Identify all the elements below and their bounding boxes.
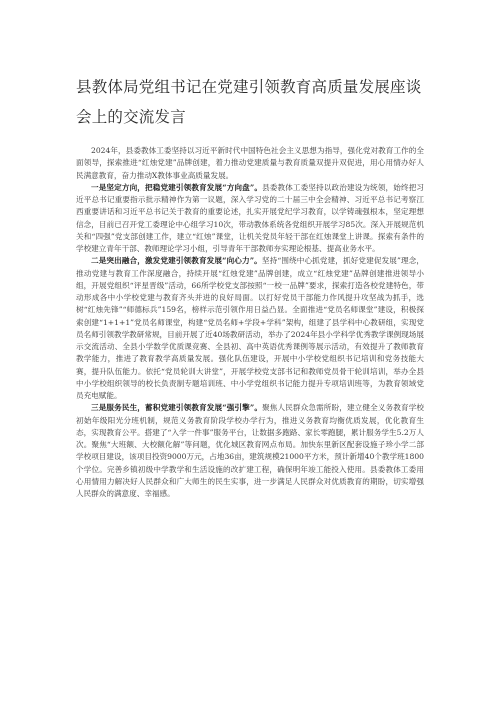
title-line-2: 会上的交流发言 bbox=[76, 108, 186, 126]
paragraph-text: 县委教体工委坚持以政治建设为统领，始终把习近平总书记重要指示批示精神作为第一议题，深入学习党的二十届三中全会精神、习近平总书记考察江西重要讲话和习近平总书记关于教育的重要论述，扎实开展党纪学习教育，以学铸魂强根本，坚定理想信念，目前已召开党工委理论中心组学习10次，带动教体系统各党组织开展学习85次。深入开展规范机关和“四强”党支部创建工作，建立“红烛”课堂，让机关党员年轻干部在红烛课堂上讲课。探索有条件的学校建立青年干部、教师理论学习小组，引导青年干部教师夯实理论根基、提高业务水平。 bbox=[76, 182, 425, 253]
paragraph-livelihood bbox=[76, 402, 424, 500]
paragraph-text: 2024年，县委教体工委坚持以习近平新时代中国特色社会主义思想为指导，强化党对教育工作的全面领导，探索推进“红烛党建”品牌创建，着力推动党建质量与教育质量双提升双促进，用心用情办好人民满意教育，奋力推动X教体事业高质量发展。 bbox=[76, 146, 424, 180]
paragraph-direction bbox=[76, 182, 424, 256]
document-title bbox=[76, 75, 424, 129]
paragraph-lead: 三是服务民生，蓄积党建引领教育发展“强引擎”。 bbox=[91, 403, 263, 413]
paragraph-intro bbox=[76, 145, 424, 182]
paragraph-lead: 二是突出融合，激发党建引领教育发展“向心力”。 bbox=[91, 256, 262, 266]
paragraph-text: 坚持“围绕中心抓党建，抓好党建促发展”理念，推动党建与教育工作深度融合，持续开展“红烛党建”品牌创建，成立“红烛党建”品牌创建推进领导小组，开展党组织“评星晋级”活动，66所学校党支部按照“一校一品牌”要求，探索打造各校党建特色，带动形成各中小学校党建与教育齐头并进的良好局面。以打好党员干部能力作风提升攻坚战为抓手，选树“红烛先锋”“师德标兵”159名，榜样示范引领作用日益凸显。全面推进“党员名师课堂”建设，积极探索创建“1+1+1”党员名师课堂，构建“党员名师+学段+学科”架构，组建了县学科中心教研组，实现党员名师引领教学教研常规，目前开展了近40场教研活动，举办了2024年县小学科学优秀教学课例现场展示交流活动、全县小学数学优质课竞赛、全县初、高中英语优秀课例等展示活动，有效提升了教师教育教学能力，推进了教育教学高质量发展。强化队伍建设，开展中小学校党组织书记培训和党务技能大赛，提升队伍能力。依托“党员轮训大讲堂”，开展学校党支部书记和教师党员骨干轮训培训，举办全县中小学校组织领导的校长负责制专题培训班、中小学党组织书记能力提升专项培训班等，为教育领域党员充电赋能。 bbox=[76, 256, 425, 400]
paragraph-integration bbox=[76, 255, 424, 402]
paragraph-text: 聚焦人民群众急需所盼，建立健全义务教育学校初始年级阳光分班机制，规范义务教育阶段学校办学行为，推进义务教育均衡优质发展，优化教育生态，实现教育公平。搭建了“入学一件事”服务平台，让数据多跑路、家长零跑腿，累计服务学生5.2万人次。聚焦“大班额、大校额化解”等问题，优化城区教育网点布局。加快东里新区配套设施子珍小学二部学校项目建设，该项目投资9000万元，占地36亩，建筑规模21000平方米，预计新增40个教学班1800个学位。完善乡镇初级中学教学和生活设施的改扩建工程，确保明年竣工能投入使用。县委教体工委用心用情用力解决好人民群众和广大师生的民生实事，进一步满足人民群众对优质教育的期盼，切实增强人民群众的满意度、幸福感。 bbox=[76, 403, 425, 498]
document-body bbox=[76, 145, 424, 500]
title-line-1: 县教体局党组书记在党建引领教育高质量发展座谈 bbox=[76, 78, 422, 96]
paragraph-lead: 一是坚定方向，把稳党建引领教育发展“方向盘”。 bbox=[91, 182, 263, 192]
